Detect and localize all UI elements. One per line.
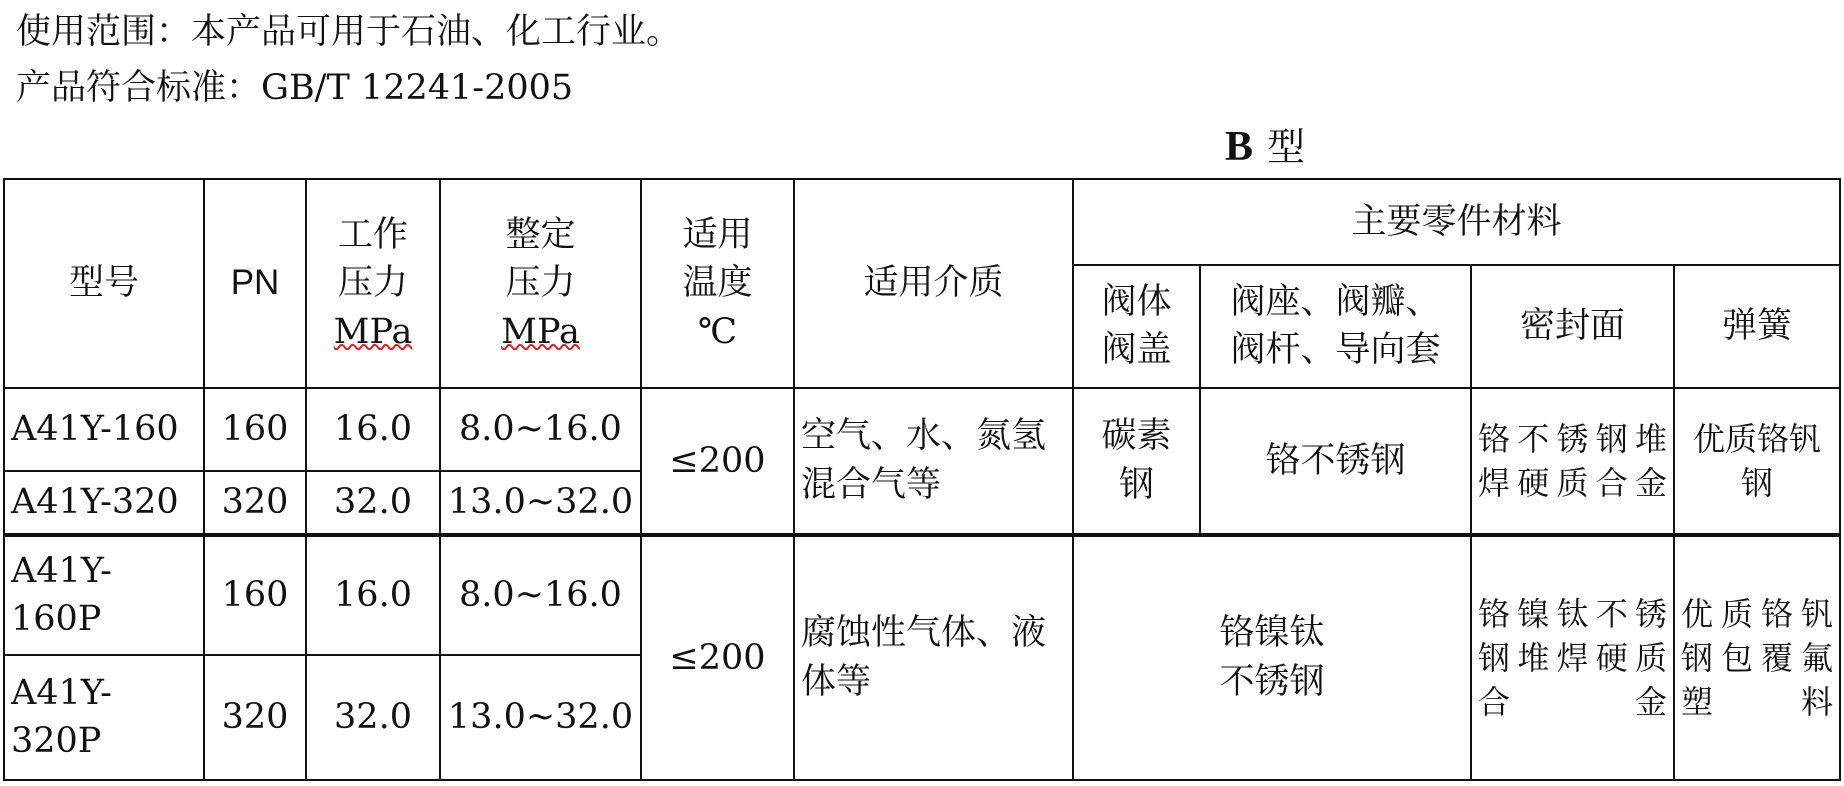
header-body-line2: 阀盖 (1101, 330, 1172, 371)
row-pn: 320 (204, 655, 306, 780)
header-set-pressure-line1: 整定 (505, 215, 576, 256)
valve-spec-table (3, 178, 1841, 781)
row-set-pressure: 8.0~16.0 (440, 388, 641, 471)
header-work-pressure-line1: 工作 (337, 215, 408, 256)
product-standard-text: 产品符合标准：GB/T 12241-2005 (16, 68, 574, 108)
table-title-suffix: 型 (1267, 125, 1306, 169)
group-body-seat-material (1073, 535, 1471, 781)
header-temperature-unit: ℃ (697, 311, 738, 352)
table-title-type-letter: B (1225, 124, 1254, 170)
header-set-pressure-unit: MPa (501, 311, 580, 352)
table-row (4, 535, 1840, 655)
row-pn: 320 (204, 471, 306, 535)
header-work-pressure-line2: 压力 (337, 263, 408, 304)
row-work-pressure: 16.0 (306, 388, 440, 471)
header-seat-line1: 阀座、阀瓣、 (1230, 282, 1441, 323)
row-model: A41Y-160 (4, 388, 204, 471)
header-set-pressure (440, 179, 641, 388)
row-model: A41Y-160P (4, 535, 204, 655)
header-temperature (641, 179, 794, 388)
header-model: 型号 (4, 179, 204, 388)
group-sealing-material: 铬不锈钢堆焊硬质合金 (1471, 388, 1674, 534)
group-medium: 空气、水、氮氢混合气等 (794, 388, 1073, 534)
header-sealing-face: 密封面 (1471, 265, 1674, 388)
header-body-bonnet (1073, 265, 1200, 388)
header-body-line1: 阀体 (1101, 282, 1172, 323)
header-temperature-line1: 适用 (682, 215, 753, 256)
table-row (4, 388, 1840, 471)
header-seat-line2: 阀杆、导向套 (1230, 330, 1441, 371)
header-pn: PN (204, 179, 306, 388)
header-work-pressure (306, 179, 440, 388)
row-pn: 160 (204, 388, 306, 471)
row-work-pressure: 32.0 (306, 655, 440, 780)
header-seat-disc-stem (1200, 265, 1471, 388)
row-work-pressure: 32.0 (306, 471, 440, 535)
header-medium: 适用介质 (794, 179, 1073, 388)
group-spring-material: 优质铬钒钢 (1674, 388, 1840, 534)
group-sealing-material: 铬镍钛不锈钢堆焊硬质合金 (1471, 535, 1674, 781)
group-body-seat-line2: 不锈钢 (1219, 661, 1325, 702)
header-spring: 弹簧 (1674, 265, 1840, 388)
header-set-pressure-line2: 压力 (505, 263, 576, 304)
row-model: A41Y-320 (4, 471, 204, 535)
group-body-material: 碳素钢 (1073, 388, 1200, 534)
row-pn: 160 (204, 535, 306, 655)
group-temperature: ≤200 (641, 535, 794, 781)
row-set-pressure: 13.0~32.0 (440, 471, 641, 535)
row-set-pressure: 8.0~16.0 (440, 535, 641, 655)
table-title (1225, 124, 1305, 170)
row-work-pressure: 16.0 (306, 535, 440, 655)
row-model: A41Y-320P (4, 655, 204, 780)
group-seat-material: 铬不锈钢 (1200, 388, 1471, 534)
row-set-pressure: 13.0~32.0 (440, 655, 641, 780)
header-main-materials: 主要零件材料 (1073, 179, 1840, 265)
group-spring-material: 优质铬钒钢包覆氟塑料 (1674, 535, 1840, 781)
group-temperature: ≤200 (641, 388, 794, 534)
group-body-seat-line1: 铬镍钛 (1219, 613, 1325, 654)
group-medium: 腐蚀性气体、液体等 (794, 535, 1073, 781)
header-temperature-line2: 温度 (682, 263, 753, 304)
usage-scope-text: 使用范围：本产品可用于石油、化工行业。 (16, 12, 682, 52)
header-work-pressure-unit: MPa (333, 311, 413, 352)
